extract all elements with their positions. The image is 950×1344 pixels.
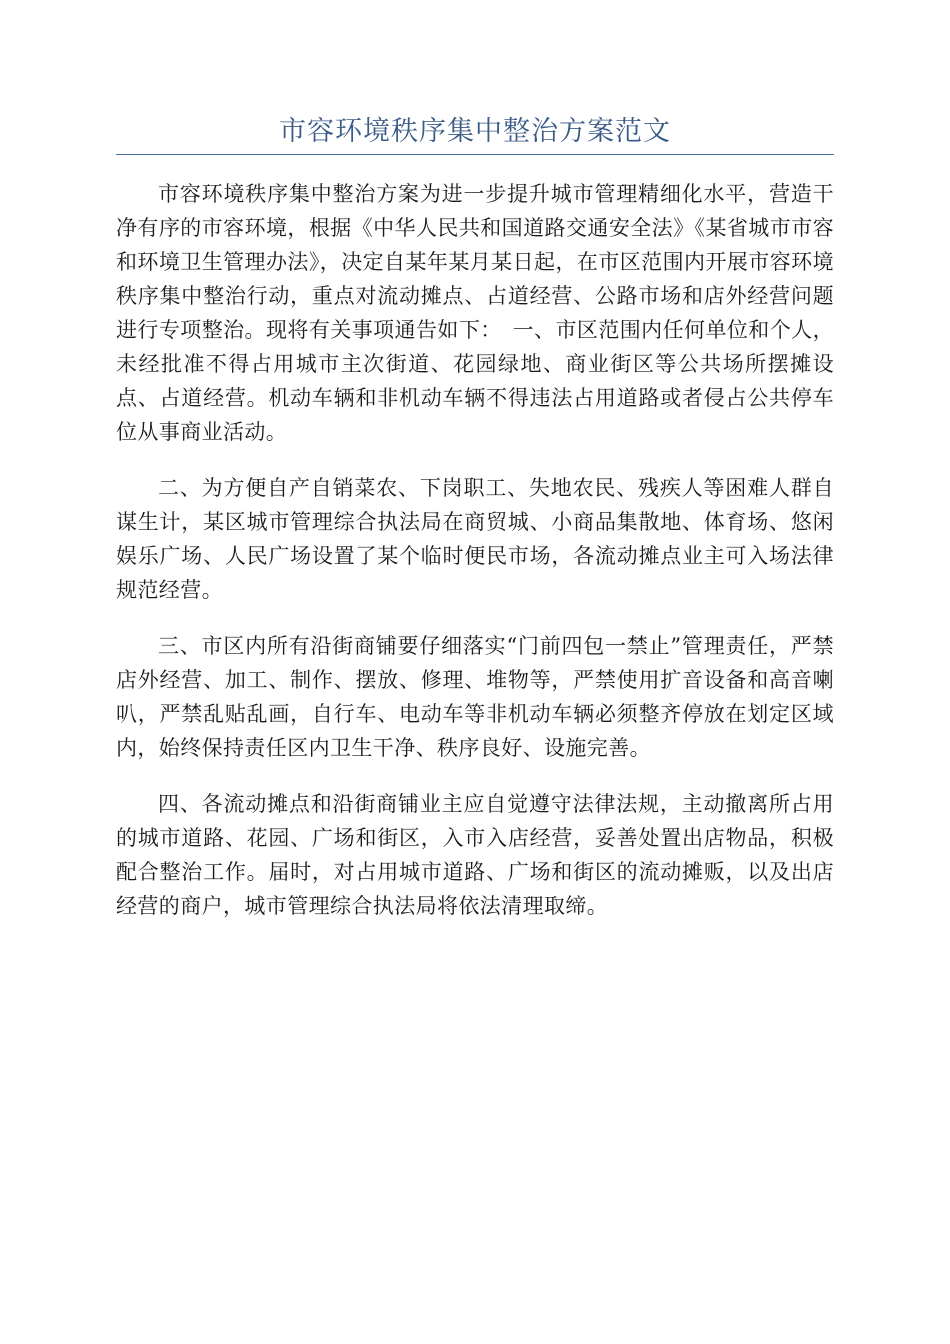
paragraph-intro: 市容环境秩序集中整治方案为进一步提升城市管理精细化水平，营造干净有序的市容环境，根据《中华人民共和国道路交通安全法》《某省城市市容和环境卫生管理办法》，决定自某年某月某日起，在市区范围内开展市容环境秩序集中整治行动，重点对流动摊点、占道经营、公路市场和店外经营问题进行专项整治。现将有关事项通告如下： 一、市区范围内任何单位和个人，未经批准不得占用城市主次街道、花园绿地、商业街区等公共场所摆摊设点、占道经营。机动车辆和非机动车辆不得违法占用道路或者侵占公共停车位从事商业活动。: [116, 182, 834, 444]
paragraph-item-3: 三、市区内所有沿街商铺要仔细落实“门前四包一禁止”管理责任，严禁店外经营、加工、制作、摆放、修理、堆物等，严禁使用扩音设备和高音喇叭，严禁乱贴乱画，自行车、电动车等非机动车辆必须整齐停放在划定区域内，始终保持责任区内卫生干净、秩序良好、设施完善。: [116, 634, 834, 760]
paragraph-item-4: 四、各流动摊点和沿街商铺业主应自觉遵守法律法规，主动撤离所占用的城市道路、花园、广场和街区，入市入店经营，妥善处置出店物品，积极配合整治工作。届时，对占用城市道路、广场和街区的流动摊贩，以及出店经营的商户，城市管理综合执法局将依法清理取缔。: [116, 792, 834, 918]
title-underline: [116, 154, 834, 155]
paragraph-item-2: 二、为方便自产自销菜农、下岗职工、失地农民、残疾人等困难人群自谋生计，某区城市管理综合执法局在商贸城、小商品集散地、体育场、悠闲娱乐广场、人民广场设置了某个临时便民市场，各流动摊点业主可入场法律规范经营。: [116, 476, 834, 602]
document-body: [116, 177, 834, 945]
document-title: 市容环境秩序集中整治方案范文: [279, 116, 671, 147]
